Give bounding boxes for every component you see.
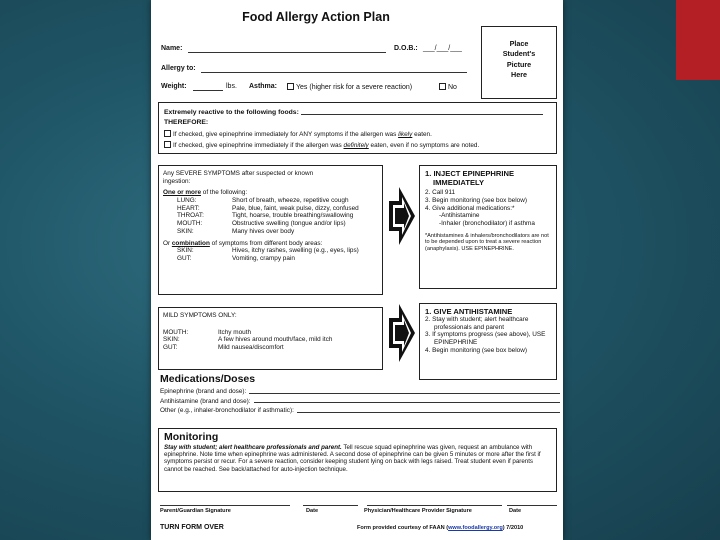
date-line[interactable] xyxy=(303,505,358,506)
dob-field[interactable]: ___/___/___ xyxy=(423,45,462,52)
checkbox-icon[interactable] xyxy=(287,83,294,90)
physician-signature-label: Physician/Healthcare Provider Signature xyxy=(364,508,472,514)
symptom-desc: Obstructive swelling (tongue and/or lips) xyxy=(232,220,346,228)
symptom-desc: Itchy mouth xyxy=(218,328,252,336)
accent-bar xyxy=(676,0,720,80)
symptom-desc: Many hives over body xyxy=(232,227,295,235)
credit-line xyxy=(357,525,523,532)
med-line xyxy=(160,398,560,406)
asthma-no-option[interactable] xyxy=(439,83,457,92)
symptom-desc: Tight, hoarse, trouble breathing/swallowing xyxy=(232,212,354,220)
checkbox-icon[interactable] xyxy=(439,83,446,90)
symptom-area: HEART: xyxy=(177,204,200,212)
symptom-row xyxy=(163,344,378,352)
monitoring-heading: Monitoring xyxy=(164,431,219,443)
action-step: 2. Stay with student; alert healthcare professionals and parent xyxy=(425,316,529,331)
symptom-desc: Short of breath, wheeze, repetitive cough xyxy=(232,197,349,205)
action-step: 3. Begin monitoring (see box below) xyxy=(425,196,527,204)
therefore-label: THEREFORE: xyxy=(164,119,209,127)
option-text: If checked, give epinephrine immediately for ANY symptoms if the allergen was xyxy=(173,131,399,139)
symptom-desc: A few hives around mouth/face, mild itch xyxy=(218,336,333,344)
med-label: Epinephrine (brand and dose): xyxy=(160,388,247,395)
date-line[interactable] xyxy=(507,505,557,506)
med-label: Other (e.g., inhaler-bronchodilator if asthmatic): xyxy=(160,407,294,415)
weight-line[interactable] xyxy=(193,90,223,91)
monitoring-lead: Stay with student; alert healthcare professionals and parent. xyxy=(164,443,342,451)
name-line[interactable] xyxy=(188,52,386,53)
physician-signature-line[interactable] xyxy=(367,505,502,506)
symptom-row xyxy=(163,212,378,220)
turn-form-over: TURN FORM OVER xyxy=(160,524,224,531)
photo-placeholder xyxy=(481,26,557,99)
symptom-area: LUNG: xyxy=(177,197,197,205)
checkbox-icon[interactable] xyxy=(164,141,171,148)
med-input-line[interactable] xyxy=(297,407,560,413)
photo-text: Here xyxy=(511,70,527,80)
action-plan-sheet xyxy=(151,0,563,540)
asthma-label: Asthma: xyxy=(249,83,278,90)
symptom-row xyxy=(163,247,378,255)
action-step: 4. Give additional medications:* xyxy=(425,204,515,212)
symptom-area: GUT: xyxy=(163,344,178,352)
antihistamine-note: *Antihistamines & inhalers/bronchodilators are not to be depended upon to treat a severe reaction (anaphylaxis). USE EPINEPHRINE. xyxy=(425,232,549,253)
weight-label: Weight: xyxy=(161,83,187,90)
symptom-desc: Mild nausea/discomfort xyxy=(218,344,284,352)
asthma-yes-label: Yes (higher risk for a severe reaction) xyxy=(296,84,413,91)
symptom-area: THROAT: xyxy=(177,212,204,220)
option-text: eaten, even if no symptoms are noted. xyxy=(368,142,480,149)
symptom-row xyxy=(163,220,378,228)
symptom-area: MOUTH: xyxy=(163,328,189,336)
symptom-row xyxy=(163,197,378,205)
symptom-row xyxy=(163,336,378,344)
symptom-desc: Hives, itchy rashes, swelling (e.g., eyes, lips) xyxy=(232,247,359,255)
medications-heading: Medications/Doses xyxy=(160,373,256,385)
med-line xyxy=(160,388,560,396)
reactive-heading-row xyxy=(164,109,551,117)
credit-text: ) 7/2010 xyxy=(502,525,524,531)
one-or-more: One or more xyxy=(163,189,201,197)
action-step: 4. Begin monitoring (see box below) xyxy=(425,346,527,354)
symptom-row xyxy=(163,255,378,263)
symptom-area: MOUTH: xyxy=(177,220,203,228)
med-line xyxy=(160,407,560,415)
dob-label: D.O.B.: xyxy=(394,45,418,52)
action-step: 3. If symptoms progress (see above), USE EPINEPHRINE xyxy=(425,331,546,347)
checkbox-icon[interactable] xyxy=(164,130,171,137)
allergy-label: Allergy to: xyxy=(161,65,196,72)
symptom-area: SKIN: xyxy=(163,336,180,344)
reactive-foods-box xyxy=(158,102,557,154)
mild-heading: MILD SYMPTOMS ONLY: xyxy=(163,312,237,319)
action-step: 2. Call 911 xyxy=(425,189,456,197)
date-label: Date xyxy=(509,508,522,514)
symptom-area: SKIN: xyxy=(177,247,194,255)
mild-action-box xyxy=(419,303,557,380)
parent-signature-label: Parent/Guardian Signature xyxy=(160,508,231,514)
option-emphasis: likely xyxy=(398,131,413,139)
weight-unit: lbs. xyxy=(226,83,237,90)
reactive-heading: Extremely reactive to the following foods: xyxy=(164,109,299,116)
one-or-more-line xyxy=(163,189,378,197)
credit-text: Form provided courtesy of FAAN ( xyxy=(357,525,449,531)
photo-text: Place xyxy=(509,39,529,48)
give-antihistamine-step: 1. GIVE ANTIHISTAMINE xyxy=(425,307,513,316)
inject-epinephrine-step: 1. INJECT EPINEPHRINE IMMEDIATELY xyxy=(425,169,515,188)
medications-lines xyxy=(160,388,560,415)
action-substep: -Inhaler (bronchodilator) if asthma xyxy=(439,219,535,227)
monitoring-body: Tell rescue squad epinephrine was given, request an ambulance with epinephrine. Note time when epinephrine was administered. A second dose of epinephrine can be given 5 minutes or more after the first if symptoms persist or recur. For a severe reaction, consider keeping student lying on back with legs raised. Treat student even if parents cannot be reached. See back/attached for auto-injection technique. xyxy=(164,443,541,473)
option-definitely[interactable] xyxy=(164,141,551,150)
med-input-line[interactable] xyxy=(249,388,560,394)
one-or-more-rest: of the following: xyxy=(201,189,248,197)
severe-heading: Any SEVERE SYMPTOMS after suspected or known xyxy=(163,170,314,177)
or-text: Or xyxy=(163,239,172,247)
combination: combination xyxy=(171,239,210,247)
symptom-desc: Vomiting, crampy pain xyxy=(232,254,295,262)
option-likely[interactable] xyxy=(164,130,551,139)
severe-heading-2: ingestion: xyxy=(163,177,191,185)
photo-text: Student's xyxy=(502,49,536,59)
option-text: eaten. xyxy=(412,131,432,139)
monitoring-text xyxy=(164,444,551,474)
symptom-area: GUT: xyxy=(177,254,192,262)
med-input-line[interactable] xyxy=(254,398,560,404)
asthma-yes-option[interactable] xyxy=(287,83,412,92)
symptom-row xyxy=(163,329,378,337)
credit-link[interactable]: www.foodallergy.org xyxy=(448,525,503,531)
photo-text: Picture xyxy=(506,59,532,69)
parent-signature-line[interactable] xyxy=(160,505,290,506)
combination-line xyxy=(163,240,378,248)
med-label: Antihistamine (brand and dose): xyxy=(160,397,251,405)
mild-symptoms-box xyxy=(158,307,383,370)
symptom-desc: Pale, blue, faint, weak pulse, dizzy, confused xyxy=(232,204,359,212)
option-text: If checked, give epinephrine immediately if the allergen was xyxy=(173,142,344,149)
or-rest: of symptoms from different body areas: xyxy=(209,239,323,247)
arrow-right-icon xyxy=(387,183,417,249)
reactive-foods-line[interactable] xyxy=(301,109,543,115)
action-substep: -Antihistamine xyxy=(439,212,480,220)
option-emphasis: definitely xyxy=(343,142,369,149)
arrow-right-icon xyxy=(387,300,417,366)
symptom-row xyxy=(163,228,378,236)
symptom-row xyxy=(163,205,378,213)
date-label: Date xyxy=(306,508,319,514)
monitoring-box xyxy=(158,428,557,492)
symptom-area: SKIN: xyxy=(177,227,194,235)
severe-symptoms-box xyxy=(158,165,383,295)
allergy-line[interactable] xyxy=(201,72,467,73)
asthma-no-label: No xyxy=(448,84,457,91)
name-label: Name: xyxy=(161,45,183,52)
severe-action-box xyxy=(419,165,557,289)
form-title: Food Allergy Action Plan xyxy=(242,10,390,24)
